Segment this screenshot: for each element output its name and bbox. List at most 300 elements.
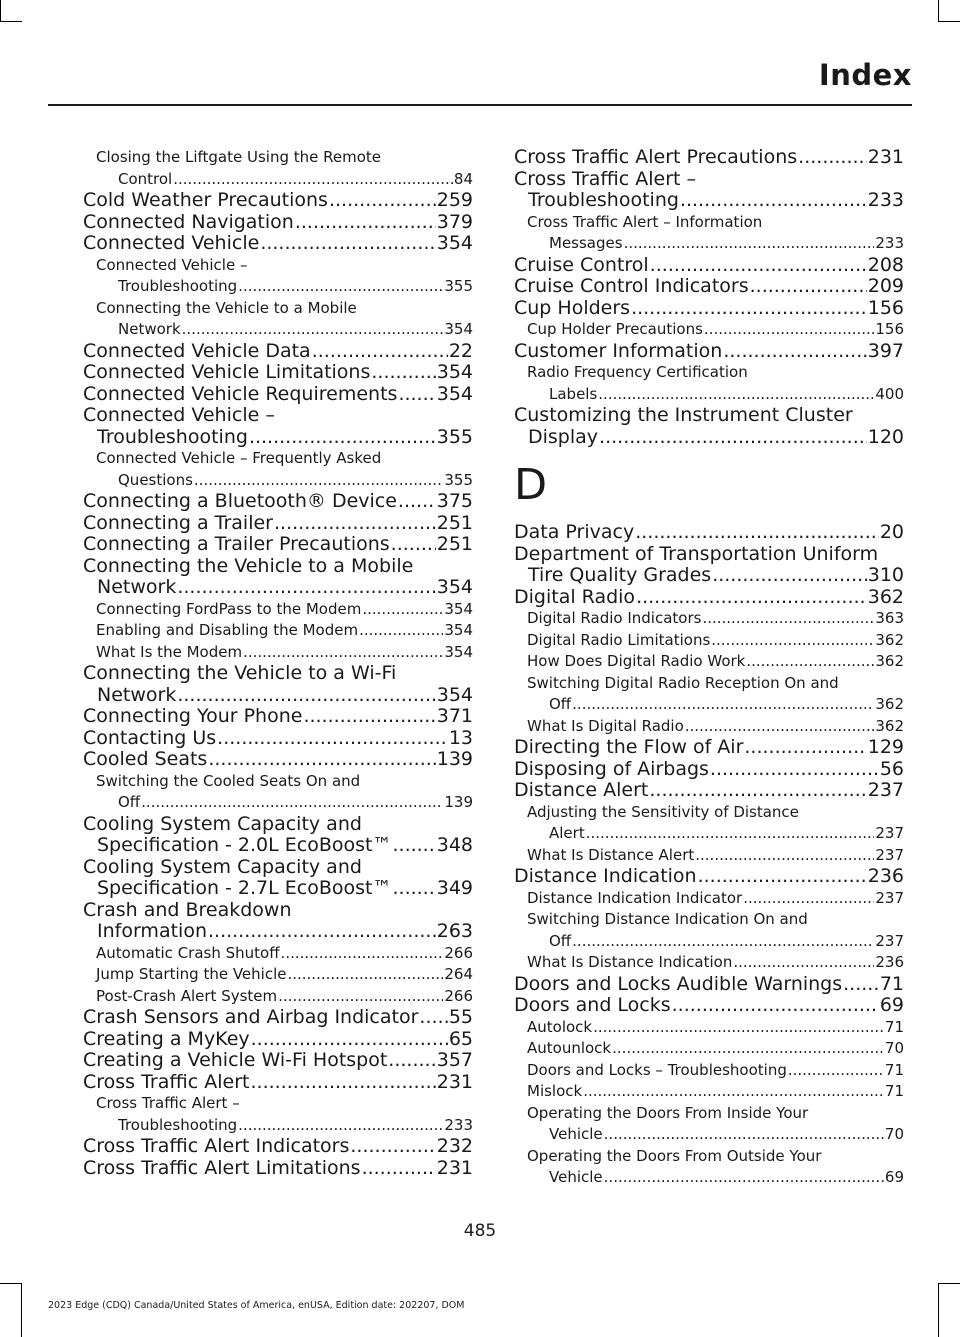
dot-leader: [371, 362, 435, 384]
dot-leader: [711, 630, 874, 652]
entry-text: Vehicle: [549, 1168, 603, 1186]
index-subentry[interactable]: [83, 642, 473, 664]
entry-text: Connected Navigation: [83, 210, 294, 233]
index-subentry[interactable]: [83, 255, 473, 298]
crop-mark: [21, 1283, 22, 1337]
entry-text: Enabling and Disabling the Modem: [96, 621, 359, 639]
entry-text: Contacting Us: [83, 726, 217, 749]
index-subentry[interactable]: [83, 771, 473, 814]
dot-leader: [843, 974, 879, 996]
entry-text: Customer Information: [514, 339, 723, 362]
index-subentry[interactable]: [83, 964, 473, 986]
entry-text: Troubleshooting: [97, 425, 248, 448]
dot-leader: [359, 620, 443, 642]
dot-leader: [329, 190, 436, 212]
dot-leader: [723, 341, 866, 363]
entry-page-number[interactable]: 348: [436, 834, 473, 856]
entry-page-number[interactable]: 232: [436, 1135, 473, 1157]
dot-leader: [250, 1072, 435, 1094]
dot-leader: [208, 749, 435, 771]
entry-page-number[interactable]: 69: [879, 994, 904, 1016]
index-subentry[interactable]: [514, 651, 904, 673]
entry-page-number[interactable]: 236: [875, 953, 904, 971]
entry-text: Off: [549, 695, 572, 713]
index-subentry[interactable]: [514, 362, 904, 405]
index-subentry[interactable]: [514, 845, 904, 867]
entry-page-number[interactable]: 251: [436, 511, 473, 534]
entry-text: Information: [97, 920, 207, 942]
entry-page-number[interactable]: 375: [436, 490, 473, 512]
entry-text: Cup Holder Precautions: [527, 320, 703, 338]
index-entry[interactable]: [514, 866, 904, 888]
entry-text: Creating a Vehicle Wi-Fi Hotspot: [83, 1049, 388, 1071]
entry-page-number[interactable]: 22: [448, 339, 473, 362]
index-entry[interactable]: [83, 362, 473, 384]
entry-page-number[interactable]: 233: [875, 234, 904, 252]
entry-page-number[interactable]: 71: [879, 972, 904, 995]
crop-mark: [938, 1283, 939, 1337]
entry-text: Mislock: [527, 1082, 583, 1100]
dot-leader: [672, 995, 879, 1017]
dot-leader: [281, 943, 444, 965]
dot-leader: [583, 1081, 884, 1103]
dot-leader: [750, 276, 867, 298]
index-entry[interactable]: [83, 1007, 473, 1029]
entry-page-number[interactable]: 354: [436, 576, 473, 598]
entry-page-number[interactable]: 371: [436, 705, 473, 727]
index-subentry[interactable]: [83, 298, 473, 341]
entry-text: Cold Weather Precautions: [83, 189, 328, 211]
entry-text: Cooling System Capacity and: [83, 855, 362, 878]
index-subentry[interactable]: [514, 1060, 904, 1082]
page-title: Index: [818, 58, 912, 92]
entry-page-number[interactable]: 70: [884, 1125, 904, 1143]
dot-leader: [173, 169, 453, 191]
entry-text: Cooled Seats: [83, 748, 208, 770]
entry-page-number[interactable]: 129: [867, 736, 904, 758]
index-entry[interactable]: [83, 556, 473, 599]
entry-page-number[interactable]: 69: [884, 1168, 904, 1186]
dot-leader: [636, 587, 867, 609]
dot-leader: [362, 599, 443, 621]
entry-page-number[interactable]: 236: [867, 865, 904, 887]
entry-page-number[interactable]: 156: [867, 296, 904, 319]
index-subentry[interactable]: [514, 802, 904, 845]
entry-text: Cross Traffic Alert –: [514, 167, 697, 190]
entry-page-number[interactable]: 237: [875, 888, 904, 907]
index-entry[interactable]: [514, 587, 904, 609]
entry-page-number[interactable]: 310: [867, 564, 904, 586]
index-entry[interactable]: [83, 1072, 473, 1094]
index-entry[interactable]: [514, 737, 904, 759]
entry-text: Doors and Locks – Troubleshooting: [527, 1060, 787, 1079]
entry-page-number[interactable]: 65: [448, 1027, 473, 1050]
entry-page-number[interactable]: 354: [444, 621, 473, 639]
dot-leader: [572, 694, 874, 716]
entry-page-number[interactable]: 259: [436, 189, 473, 211]
index-subentry[interactable]: [514, 1146, 904, 1189]
dot-leader: [312, 341, 448, 363]
entry-text: Switching Distance Indication On and: [527, 910, 808, 928]
section-letter: D: [514, 460, 548, 510]
entry-page-number[interactable]: 349: [436, 877, 473, 899]
entry-text: What Is the Modem: [96, 642, 243, 661]
entry-page-number[interactable]: 354: [444, 642, 473, 661]
entry-page-number[interactable]: 120: [867, 425, 904, 448]
dot-leader: [392, 835, 435, 857]
entry-text: Distance Indication: [514, 865, 697, 887]
dot-leader: [680, 190, 867, 212]
dot-leader: [704, 319, 874, 341]
index-subentry[interactable]: [83, 448, 473, 491]
index-entry[interactable]: [514, 147, 904, 169]
dot-leader: [743, 888, 874, 910]
index-subentry[interactable]: [514, 888, 904, 910]
entry-page-number[interactable]: 266: [444, 986, 473, 1005]
dot-leader: [572, 931, 874, 953]
entry-page-number[interactable]: 362: [875, 716, 904, 735]
index-entry[interactable]: [83, 384, 473, 406]
index-subentry[interactable]: [83, 1093, 473, 1136]
index-entry[interactable]: [83, 706, 473, 728]
entry-text: Cruise Control Indicators: [514, 275, 749, 297]
entry-page-number[interactable]: 354: [436, 361, 473, 383]
entry-page-number[interactable]: 362: [875, 695, 904, 713]
entry-page-number[interactable]: 362: [867, 585, 904, 608]
dot-leader: [217, 728, 448, 750]
index-entry[interactable]: [514, 759, 904, 781]
entry-text: Switching Digital Radio Reception On and: [527, 673, 839, 692]
entry-page-number[interactable]: 156: [875, 320, 904, 338]
dot-leader: [392, 878, 435, 900]
dot-leader: [260, 233, 435, 255]
entry-text: Cross Traffic Alert: [83, 1070, 250, 1093]
entry-text: Crash Sensors and Airbag Indicator: [83, 1006, 419, 1028]
entry-text: Off: [549, 931, 572, 950]
entry-page-number[interactable]: 263: [436, 920, 473, 942]
entry-text: Connecting a Trailer Precautions: [83, 533, 390, 555]
index-entry[interactable]: [514, 405, 904, 448]
entry-text: Closing the Liftgate Using the Remote: [96, 148, 382, 166]
entry-page-number[interactable]: 71: [884, 1082, 904, 1100]
dot-leader: [650, 255, 867, 277]
entry-text: Labels: [549, 384, 598, 403]
entry-text: Distance Alert: [514, 779, 649, 801]
entry-text: Connecting the Vehicle to a Wi-Fi: [83, 662, 397, 684]
entry-text: Troubleshooting: [118, 1115, 238, 1134]
index-subentry[interactable]: [514, 1103, 904, 1146]
entry-page-number[interactable]: 237: [875, 824, 904, 842]
entry-text: Department of Transportation Uniform: [514, 542, 879, 565]
entry-page-number[interactable]: 355: [444, 277, 473, 295]
entry-text: Digital Radio Indicators: [527, 609, 702, 627]
crop-mark: [938, 1283, 960, 1284]
dot-leader: [599, 427, 867, 449]
entry-page-number[interactable]: 264: [444, 965, 473, 983]
index-entry[interactable]: [83, 212, 473, 234]
index-subentry[interactable]: [514, 212, 904, 255]
entry-text: Troubleshooting: [118, 277, 238, 295]
index-entry[interactable]: [83, 341, 473, 363]
entry-text: Connected Vehicle Data: [83, 339, 311, 362]
entry-text: Digital Radio Limitations: [527, 630, 711, 649]
entry-page-number[interactable]: 362: [875, 652, 904, 670]
index-entry[interactable]: [83, 1136, 473, 1158]
entry-text: Operating the Doors From Inside Your: [527, 1103, 809, 1122]
index-entry[interactable]: [83, 728, 473, 750]
index-entry[interactable]: [83, 749, 473, 771]
dot-leader: [604, 1167, 884, 1189]
footer-edition: 2023 Edge (CDQ) Canada/United States of America, enUSA, Edition date: 202207, DOM: [48, 1300, 465, 1311]
index-entry[interactable]: [83, 491, 473, 513]
entry-page-number[interactable]: 231: [867, 146, 904, 168]
entry-text: Specification - 2.0L EcoBoost™: [97, 834, 392, 856]
index-entry[interactable]: [514, 522, 904, 544]
dot-leader: [744, 737, 866, 759]
dot-leader: [746, 651, 874, 673]
entry-text: Connected Vehicle: [83, 232, 260, 254]
dot-leader: [141, 792, 443, 814]
crop-mark: [938, 21, 960, 22]
index-group: [514, 522, 904, 1189]
index-entry[interactable]: [83, 190, 473, 212]
dot-leader: [398, 384, 435, 406]
dot-leader: [303, 706, 435, 728]
entry-page-number[interactable]: 355: [444, 470, 473, 489]
entry-text: Connecting the Vehicle to a Mobile: [83, 554, 414, 577]
entry-text: Connected Vehicle Limitations: [83, 361, 371, 383]
index-entry[interactable]: [514, 995, 904, 1017]
entry-text: Specification - 2.7L EcoBoost™: [97, 877, 392, 899]
entry-text: Cross Traffic Alert Limitations: [83, 1156, 361, 1179]
entry-page-number[interactable]: 237: [875, 931, 904, 950]
entry-text: Jump Starting the Vehicle: [96, 965, 287, 983]
entry-page-number[interactable]: 233: [444, 1115, 473, 1134]
entry-text: Doors and Locks: [514, 994, 671, 1016]
entry-page-number[interactable]: 357: [436, 1049, 473, 1071]
dot-leader: [419, 1007, 447, 1029]
dot-leader: [612, 1038, 884, 1060]
entry-text: Network: [118, 320, 181, 338]
entry-text: Connecting FordPass to the Modem: [96, 599, 362, 618]
entry-text: Cooling System Capacity and: [83, 812, 362, 835]
entry-page-number[interactable]: 355: [436, 425, 473, 448]
entry-page-number[interactable]: 237: [867, 779, 904, 801]
entry-page-number[interactable]: 354: [444, 320, 473, 338]
entry-text: Cruise Control: [514, 253, 649, 276]
entry-page-number[interactable]: 209: [867, 275, 904, 297]
entry-text: Control: [118, 169, 173, 188]
entry-page-number[interactable]: 237: [875, 845, 904, 864]
entry-text: Alert: [549, 824, 585, 842]
dot-leader: [243, 642, 443, 664]
index-subentry[interactable]: [83, 620, 473, 642]
index-subentry[interactable]: [514, 1017, 904, 1039]
index-subentry[interactable]: [83, 943, 473, 965]
entry-text: Cross Traffic Alert – Information: [527, 212, 763, 231]
dot-leader: [177, 577, 435, 599]
dot-leader: [631, 298, 867, 320]
entry-page-number[interactable]: 13: [448, 726, 473, 749]
index-column-right: [514, 147, 904, 1189]
index-entry[interactable]: [83, 405, 473, 448]
entry-text: Connecting a Bluetooth® Device: [83, 490, 397, 512]
index-entry[interactable]: [83, 1050, 473, 1072]
entry-page-number[interactable]: 397: [867, 339, 904, 362]
entry-text: Autounlock: [527, 1039, 612, 1057]
crop-mark: [0, 0, 1, 22]
dot-leader: [635, 522, 879, 544]
entry-text: Network: [97, 576, 177, 598]
index-entry[interactable]: [83, 900, 473, 943]
entry-page-number[interactable]: 139: [436, 748, 473, 770]
crop-mark: [0, 21, 22, 22]
entry-page-number[interactable]: 56: [879, 757, 904, 780]
entry-page-number[interactable]: 139: [444, 793, 473, 811]
entry-text: Operating the Doors From Outside Your: [527, 1146, 822, 1165]
index-entry[interactable]: [83, 1029, 473, 1051]
dot-leader: [398, 491, 436, 513]
entry-page-number[interactable]: 354: [444, 599, 473, 618]
entry-text: Messages: [549, 234, 623, 252]
entry-text: Directing the Flow of Air: [514, 736, 744, 758]
entry-page-number[interactable]: 354: [436, 683, 473, 706]
dot-leader: [598, 384, 874, 406]
entry-page-number[interactable]: 208: [867, 253, 904, 276]
index-entry[interactable]: [514, 276, 904, 298]
dot-leader: [593, 1017, 884, 1039]
dot-leader: [295, 212, 436, 234]
index-subentry[interactable]: [83, 599, 473, 621]
index-entry[interactable]: [83, 663, 473, 706]
index-entry[interactable]: [83, 534, 473, 556]
entry-text: Digital Radio: [514, 585, 636, 608]
entry-page-number[interactable]: 231: [436, 1070, 473, 1093]
entry-text: What Is Distance Alert: [527, 845, 695, 864]
entry-text: Customizing the Instrument Cluster: [514, 404, 853, 426]
entry-text: Network: [97, 683, 177, 706]
index-entry[interactable]: [514, 169, 904, 212]
index-entry[interactable]: [83, 814, 473, 857]
dot-leader: [274, 513, 436, 535]
index-subentry[interactable]: [514, 909, 904, 952]
entry-page-number[interactable]: 266: [444, 943, 473, 962]
title-divider: [48, 104, 912, 106]
index-entry[interactable]: [514, 255, 904, 277]
dot-leader: [685, 716, 875, 738]
index-subentry[interactable]: [514, 630, 904, 652]
entry-text: Autolock: [527, 1017, 593, 1036]
entry-page-number[interactable]: 379: [436, 210, 473, 233]
dot-leader: [712, 565, 867, 587]
dot-leader: [278, 986, 443, 1008]
entry-text: Troubleshooting: [528, 189, 679, 211]
entry-page-number[interactable]: 55: [448, 1006, 473, 1028]
entry-page-number[interactable]: 70: [884, 1039, 904, 1057]
index-entry[interactable]: [83, 233, 473, 255]
entry-text: Post-Crash Alert System: [96, 986, 278, 1005]
dot-leader: [624, 233, 875, 255]
entry-page-number[interactable]: 363: [875, 609, 904, 627]
entry-page-number[interactable]: 354: [436, 382, 473, 405]
dot-leader: [586, 823, 875, 845]
index-subentry[interactable]: [83, 986, 473, 1008]
dot-leader: [695, 845, 874, 867]
dot-leader: [238, 1115, 443, 1137]
entry-text: Crash and Breakdown: [83, 898, 292, 921]
entry-text: Tire Quality Grades: [528, 564, 712, 586]
index-entry[interactable]: [83, 857, 473, 900]
index-subentry[interactable]: [514, 1038, 904, 1060]
index-entry[interactable]: [514, 974, 904, 996]
entry-text: Disposing of Airbags: [514, 757, 709, 780]
entry-text: Radio Frequency Certification: [527, 363, 748, 381]
dot-leader: [702, 608, 874, 630]
index-entry[interactable]: [83, 513, 473, 535]
entry-text: Distance Indication Indicator: [527, 888, 743, 907]
index-subentry[interactable]: [514, 319, 904, 341]
entry-page-number[interactable]: 400: [875, 384, 904, 403]
entry-text: How Does Digital Radio Work: [527, 652, 746, 670]
page-number: 485: [463, 1221, 497, 1241]
index-entry[interactable]: [83, 1158, 473, 1180]
dot-leader: [362, 1158, 436, 1180]
entry-text: Connected Vehicle – Frequently Asked: [96, 449, 382, 467]
entry-text: Cross Traffic Alert Precautions: [514, 146, 798, 168]
entry-page-number[interactable]: 84: [453, 169, 473, 188]
entry-text: Connecting a Trailer: [83, 511, 273, 534]
entry-text: Creating a MyKey: [83, 1027, 250, 1050]
entry-text: Adjusting the Sensitivity of Distance: [527, 802, 799, 821]
entry-text: Cross Traffic Alert –: [96, 1094, 240, 1112]
dot-leader: [391, 534, 436, 556]
dot-leader: [649, 780, 866, 802]
dot-leader: [177, 685, 435, 707]
crop-mark: [0, 1283, 22, 1284]
dot-leader: [182, 319, 444, 341]
index-subentry[interactable]: [514, 608, 904, 630]
entry-text: Switching the Cooled Seats On and: [96, 771, 361, 790]
index-subentry[interactable]: [514, 673, 904, 716]
dot-leader: [788, 1060, 884, 1082]
entry-page-number[interactable]: 231: [436, 1156, 473, 1179]
index-subentry[interactable]: [514, 1081, 904, 1103]
entry-page-number[interactable]: 251: [436, 533, 473, 555]
entry-text: Automatic Crash Shutoff: [96, 943, 280, 962]
index-entry[interactable]: [514, 298, 904, 320]
dot-leader: [604, 1124, 884, 1146]
entry-text: Cup Holders: [514, 296, 631, 319]
index-subentry[interactable]: [514, 952, 904, 974]
entry-page-number[interactable]: 233: [867, 189, 904, 211]
dot-leader: [251, 1029, 448, 1051]
index-subentry[interactable]: [514, 716, 904, 738]
index-entry[interactable]: [514, 341, 904, 363]
dot-leader: [194, 470, 443, 492]
entry-page-number[interactable]: 20: [879, 521, 904, 543]
dot-leader: [733, 952, 874, 974]
index-subentry[interactable]: [83, 147, 473, 190]
index-entry[interactable]: [514, 780, 904, 802]
entry-page-number[interactable]: 71: [884, 1060, 904, 1079]
index-entry[interactable]: [514, 544, 904, 587]
entry-page-number[interactable]: 71: [884, 1017, 904, 1036]
entry-text: Connected Vehicle –: [83, 404, 275, 426]
entry-page-number[interactable]: 354: [436, 232, 473, 254]
entry-page-number[interactable]: 362: [875, 630, 904, 649]
dot-leader: [798, 147, 867, 169]
entry-text: Questions: [118, 470, 193, 489]
